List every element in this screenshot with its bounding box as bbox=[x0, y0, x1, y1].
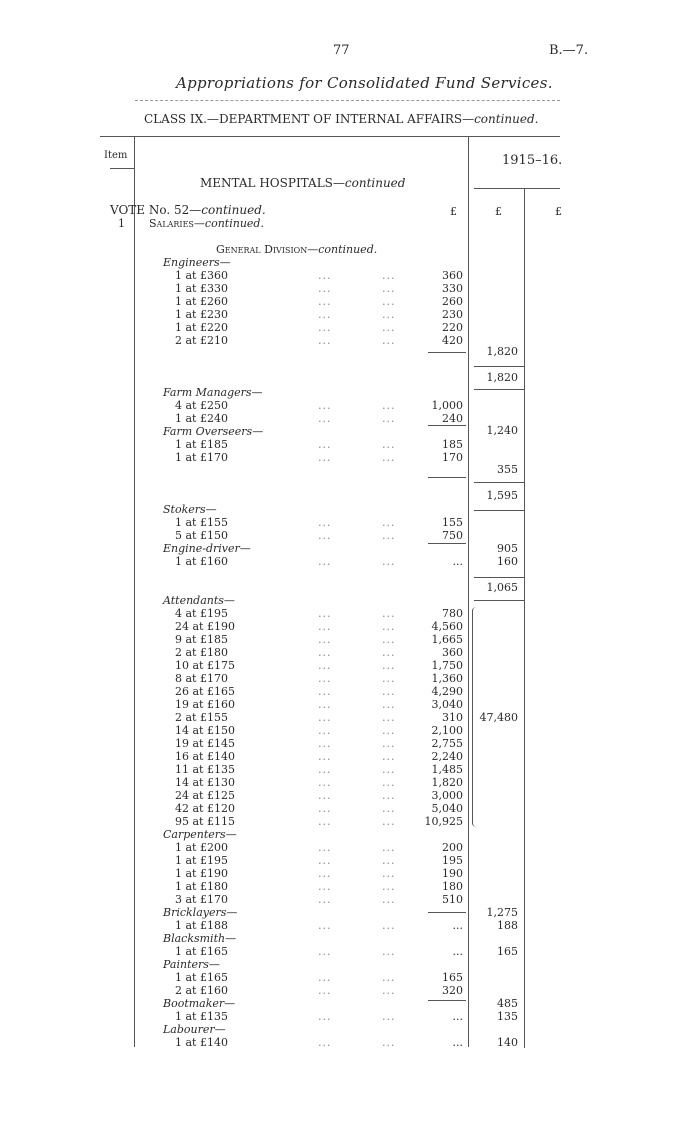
salary-grade: 1 at £180 bbox=[175, 880, 228, 893]
salary-grade: 1 at £185 bbox=[175, 438, 228, 451]
salaries-continued: continued. bbox=[204, 217, 264, 230]
leader-dots: ... bbox=[382, 880, 396, 893]
leader-dots: ... bbox=[382, 984, 396, 997]
salary-amount: 170 bbox=[442, 451, 463, 464]
engineers-total-rule bbox=[474, 366, 524, 367]
salary-grade: 16 at £140 bbox=[175, 750, 235, 763]
leader-dots: ... bbox=[382, 633, 396, 646]
salary-grade: 1 at £140 bbox=[175, 1036, 228, 1049]
salary-grade: 4 at £250 bbox=[175, 399, 228, 412]
salary-amount: 10,925 bbox=[424, 815, 463, 828]
engineers-sum-rule bbox=[428, 352, 466, 353]
salary-row bbox=[0, 399, 700, 412]
total-farm-overseers: 355 bbox=[497, 463, 518, 476]
leader-dots: ... bbox=[382, 659, 396, 672]
salary-amount: 780 bbox=[442, 607, 463, 620]
salary-amount: 155 bbox=[442, 516, 463, 529]
salary-amount: 5,040 bbox=[431, 802, 463, 815]
salary-row bbox=[0, 607, 700, 620]
header-rule bbox=[100, 136, 560, 137]
leader-dots: ... bbox=[382, 269, 396, 282]
salary-grade: 19 at £160 bbox=[175, 698, 235, 711]
salary-amount: 750 bbox=[442, 529, 463, 542]
salary-amount: 1,360 bbox=[431, 672, 463, 685]
division-heading bbox=[216, 243, 377, 256]
leader-dots: ... bbox=[382, 399, 396, 412]
salary-row bbox=[0, 698, 700, 711]
leader-dots: ... bbox=[382, 685, 396, 698]
salary-row bbox=[0, 308, 700, 321]
salary-amount: 360 bbox=[442, 269, 463, 282]
leader-dots: ... bbox=[382, 698, 396, 711]
salary-grade: 24 at £190 bbox=[175, 620, 235, 633]
leader-dots: ... bbox=[318, 633, 332, 646]
salaries-heading bbox=[149, 217, 264, 230]
salary-grade: 1 at £165 bbox=[175, 971, 228, 984]
salary-amount: 1,750 bbox=[431, 659, 463, 672]
salary-grade: 2 at £160 bbox=[175, 984, 228, 997]
salary-row bbox=[0, 815, 700, 828]
salary-row bbox=[0, 724, 700, 737]
leader-dots: ... bbox=[382, 607, 396, 620]
stokers-sum-rule bbox=[428, 543, 466, 544]
salary-amount: 4,560 bbox=[431, 620, 463, 633]
leader-dots: ... bbox=[382, 802, 396, 815]
salary-grade: 1 at £360 bbox=[175, 269, 228, 282]
leader-dots: ... bbox=[318, 451, 332, 464]
salary-grade: 1 at £200 bbox=[175, 841, 228, 854]
group-heading-farm-overseers: Farm Overseers— bbox=[163, 425, 264, 438]
leader-dots: ... bbox=[382, 724, 396, 737]
leader-dots: ... bbox=[318, 555, 332, 568]
leader-dots: ... bbox=[382, 451, 396, 464]
leader-dots: ... bbox=[318, 867, 332, 880]
total-engineers-carried: 1,820 bbox=[486, 371, 518, 384]
salary-row bbox=[0, 529, 700, 542]
painters-sum-rule bbox=[428, 1000, 466, 1001]
salary-amount: 310 bbox=[442, 711, 463, 724]
salary-amount: 1,665 bbox=[431, 633, 463, 646]
engine-carried-rule bbox=[474, 600, 524, 601]
leader-dots: ... bbox=[382, 516, 396, 529]
leader-dots: ... bbox=[318, 724, 332, 737]
page-number: 77 bbox=[333, 43, 350, 58]
salary-amount: ... bbox=[452, 555, 463, 568]
salary-grade: 2 at £210 bbox=[175, 334, 228, 347]
class-heading bbox=[144, 112, 538, 126]
total-after-engine: 1,065 bbox=[486, 581, 518, 594]
salary-grade: 1 at £135 bbox=[175, 1010, 228, 1023]
leader-dots: ... bbox=[318, 516, 332, 529]
salary-grade: 4 at £195 bbox=[175, 607, 228, 620]
leader-dots: ... bbox=[318, 685, 332, 698]
leader-dots: ... bbox=[382, 438, 396, 451]
salary-row bbox=[0, 919, 700, 932]
leader-dots: ... bbox=[318, 750, 332, 763]
salary-amount: 360 bbox=[442, 646, 463, 659]
pound-symbol-amount: £ bbox=[450, 205, 457, 218]
division-continued: continued. bbox=[318, 243, 378, 256]
leader-dots: ... bbox=[382, 1010, 396, 1023]
item-column-header: Item bbox=[104, 150, 128, 161]
farm-carried-rule bbox=[474, 510, 524, 511]
leader-dots: ... bbox=[382, 529, 396, 542]
salary-amount: 2,755 bbox=[431, 737, 463, 750]
salary-amount: 420 bbox=[442, 334, 463, 347]
pound-symbol-total: £ bbox=[495, 205, 502, 218]
section-title-continued: continued bbox=[344, 176, 406, 190]
class-label: CLASS IX.—DEPARTMENT OF INTERNAL AFFAIRS— bbox=[144, 112, 475, 126]
salary-amount: 510 bbox=[442, 893, 463, 906]
leader-dots: ... bbox=[318, 438, 332, 451]
salary-row bbox=[0, 984, 700, 997]
salary-amount: 220 bbox=[442, 321, 463, 334]
leader-dots: ... bbox=[382, 854, 396, 867]
salary-row bbox=[0, 295, 700, 308]
leader-dots: ... bbox=[318, 1010, 332, 1023]
document-reference: B.—7. bbox=[549, 43, 589, 58]
leader-dots: ... bbox=[318, 880, 332, 893]
document-title: Appropriations for Consolidated Fund Services. bbox=[176, 74, 553, 92]
salary-row bbox=[0, 880, 700, 893]
group-heading-bricklayers: Bricklayers— bbox=[163, 906, 238, 919]
year-column-header: 1915–16. bbox=[502, 153, 563, 168]
salary-grade: 1 at £170 bbox=[175, 451, 228, 464]
leader-dots: ... bbox=[382, 321, 396, 334]
salary-row bbox=[0, 269, 700, 282]
total-bricklayers: 188 bbox=[497, 919, 518, 932]
leader-dots: ... bbox=[318, 789, 332, 802]
leader-dots: ... bbox=[318, 412, 332, 425]
group-heading-engineers: Engineers— bbox=[163, 256, 231, 269]
salary-row bbox=[0, 620, 700, 633]
salary-amount: 2,240 bbox=[431, 750, 463, 763]
leader-dots: ... bbox=[318, 620, 332, 633]
leader-dots: ... bbox=[318, 698, 332, 711]
salary-row bbox=[0, 711, 700, 724]
section-title-text: MENTAL HOSPITALS— bbox=[200, 176, 345, 190]
group-heading-stokers: Stokers— bbox=[163, 503, 217, 516]
salary-grade: 3 at £170 bbox=[175, 893, 228, 906]
group-heading-bootmaker: Bootmaker— bbox=[163, 997, 236, 1010]
leader-dots: ... bbox=[382, 308, 396, 321]
salary-grade: 1 at £220 bbox=[175, 321, 228, 334]
salary-row bbox=[0, 321, 700, 334]
salary-grade: 1 at £155 bbox=[175, 516, 228, 529]
leader-dots: ... bbox=[382, 555, 396, 568]
total-blacksmith: 165 bbox=[497, 945, 518, 958]
leader-dots: ... bbox=[382, 1036, 396, 1049]
leader-dots: ... bbox=[382, 620, 396, 633]
leader-dots: ... bbox=[382, 789, 396, 802]
salary-grade: 10 at £175 bbox=[175, 659, 235, 672]
salary-amount: ... bbox=[452, 945, 463, 958]
leader-dots: ... bbox=[318, 646, 332, 659]
salary-grade: 24 at £125 bbox=[175, 789, 235, 802]
salary-row bbox=[0, 854, 700, 867]
leader-dots: ... bbox=[318, 269, 332, 282]
salary-amount: 165 bbox=[442, 971, 463, 984]
leader-dots: ... bbox=[382, 893, 396, 906]
engineers-carried-rule bbox=[474, 389, 524, 390]
leader-dots: ... bbox=[318, 308, 332, 321]
salary-row bbox=[0, 282, 700, 295]
salary-grade: 1 at £240 bbox=[175, 412, 228, 425]
group-heading-painters: Painters— bbox=[163, 958, 220, 971]
salary-amount: 4,290 bbox=[431, 685, 463, 698]
salary-row bbox=[0, 971, 700, 984]
leader-dots: ... bbox=[318, 607, 332, 620]
total-stokers: 905 bbox=[497, 542, 518, 555]
salary-amount: 200 bbox=[442, 841, 463, 854]
leader-dots: ... bbox=[318, 711, 332, 724]
salary-amount: ... bbox=[452, 1036, 463, 1049]
leader-dots: ... bbox=[382, 672, 396, 685]
salary-row bbox=[0, 633, 700, 646]
salary-row bbox=[0, 737, 700, 750]
leader-dots: ... bbox=[318, 841, 332, 854]
leader-dots: ... bbox=[318, 919, 332, 932]
salary-grade: 2 at £180 bbox=[175, 646, 228, 659]
salary-row bbox=[0, 555, 700, 568]
leader-dots: ... bbox=[318, 321, 332, 334]
leader-dots: ... bbox=[382, 334, 396, 347]
total-farm-managers: 1,240 bbox=[486, 424, 518, 437]
leader-dots: ... bbox=[318, 659, 332, 672]
salary-grade: 1 at £188 bbox=[175, 919, 228, 932]
section-title bbox=[200, 176, 405, 190]
year-header-rule bbox=[474, 188, 560, 189]
class-continued: continued. bbox=[474, 112, 539, 126]
leader-dots: ... bbox=[318, 776, 332, 789]
salary-grade: 26 at £165 bbox=[175, 685, 235, 698]
salary-row bbox=[0, 776, 700, 789]
leader-dots: ... bbox=[318, 334, 332, 347]
vote-label-continued: continued. bbox=[201, 203, 266, 217]
salary-row bbox=[0, 945, 700, 958]
salary-grade: 1 at £230 bbox=[175, 308, 228, 321]
vote-label bbox=[110, 203, 266, 217]
item-header-rule bbox=[110, 168, 134, 169]
salary-grade: 11 at £135 bbox=[175, 763, 235, 776]
salary-grade: 95 at £115 bbox=[175, 815, 235, 828]
leader-dots: ... bbox=[382, 867, 396, 880]
leader-dots: ... bbox=[382, 971, 396, 984]
salaries-text: Salaries— bbox=[149, 217, 205, 230]
salary-row bbox=[0, 867, 700, 880]
salary-row bbox=[0, 789, 700, 802]
salary-row bbox=[0, 412, 700, 425]
farm-overseers-sum-rule bbox=[428, 477, 466, 478]
salary-amount: 1,485 bbox=[431, 763, 463, 776]
salary-grade: 5 at £150 bbox=[175, 529, 228, 542]
total-engineers: 1,820 bbox=[486, 345, 518, 358]
salary-grade: 1 at £260 bbox=[175, 295, 228, 308]
leader-dots: ... bbox=[382, 737, 396, 750]
leader-dots: ... bbox=[382, 750, 396, 763]
leader-dots: ... bbox=[382, 841, 396, 854]
salary-row bbox=[0, 1010, 700, 1023]
engine-total-rule bbox=[474, 577, 524, 578]
farm-total-rule bbox=[474, 482, 524, 483]
salary-grade: 8 at £170 bbox=[175, 672, 228, 685]
total-labourer: 140 bbox=[497, 1036, 518, 1049]
leader-dots: ... bbox=[382, 763, 396, 776]
salary-row bbox=[0, 1036, 700, 1049]
salary-amount: 185 bbox=[442, 438, 463, 451]
leader-dots: ... bbox=[382, 776, 396, 789]
leader-dots: ... bbox=[318, 399, 332, 412]
leader-dots: ... bbox=[382, 412, 396, 425]
salary-amount: 3,040 bbox=[431, 698, 463, 711]
title-rule bbox=[135, 100, 560, 101]
leader-dots: ... bbox=[318, 984, 332, 997]
leader-dots: ... bbox=[318, 945, 332, 958]
leader-dots: ... bbox=[382, 919, 396, 932]
group-heading-carpenters: Carpenters— bbox=[163, 828, 237, 841]
salary-amount: 260 bbox=[442, 295, 463, 308]
salary-grade: 19 at £145 bbox=[175, 737, 235, 750]
salary-grade: 1 at £160 bbox=[175, 555, 228, 568]
salary-amount: 230 bbox=[442, 308, 463, 321]
leader-dots: ... bbox=[318, 737, 332, 750]
total-engine-driver: 160 bbox=[497, 555, 518, 568]
total-painters: 485 bbox=[497, 997, 518, 1010]
salary-row bbox=[0, 659, 700, 672]
salary-amount: 1,000 bbox=[431, 399, 463, 412]
salary-row bbox=[0, 334, 700, 347]
leader-dots: ... bbox=[382, 282, 396, 295]
division-text: General Division— bbox=[216, 243, 319, 256]
group-heading-labourer: Labourer— bbox=[163, 1023, 226, 1036]
salary-amount: ... bbox=[452, 1010, 463, 1023]
total-bootmaker: 135 bbox=[497, 1010, 518, 1023]
leader-dots: ... bbox=[382, 295, 396, 308]
carpenters-sum-rule bbox=[428, 912, 466, 913]
total-attendants: 47,480 bbox=[479, 711, 518, 724]
salary-amount: 195 bbox=[442, 854, 463, 867]
group-heading-farm-managers: Farm Managers— bbox=[163, 386, 263, 399]
salary-row bbox=[0, 802, 700, 815]
salary-amount: 2,100 bbox=[431, 724, 463, 737]
salary-amount: 240 bbox=[442, 412, 463, 425]
salary-amount: 190 bbox=[442, 867, 463, 880]
salary-grade: 1 at £195 bbox=[175, 854, 228, 867]
leader-dots: ... bbox=[382, 711, 396, 724]
salary-amount: 330 bbox=[442, 282, 463, 295]
vote-label-text: VOTE No. 52— bbox=[110, 203, 202, 217]
group-heading-engine-driver: Engine-driver— bbox=[163, 542, 251, 555]
salary-amount: 320 bbox=[442, 984, 463, 997]
salary-row bbox=[0, 438, 700, 451]
group-heading-attendants: Attendants— bbox=[163, 594, 235, 607]
salary-amount: 1,820 bbox=[431, 776, 463, 789]
salary-grade: 9 at £185 bbox=[175, 633, 228, 646]
salary-grade: 2 at £155 bbox=[175, 711, 228, 724]
salary-grade: 42 at £120 bbox=[175, 802, 235, 815]
salary-row bbox=[0, 451, 700, 464]
salary-amount: 180 bbox=[442, 880, 463, 893]
farm-managers-sum-rule bbox=[428, 425, 466, 426]
leader-dots: ... bbox=[318, 763, 332, 776]
leader-dots: ... bbox=[318, 295, 332, 308]
salary-grade: 14 at £130 bbox=[175, 776, 235, 789]
leader-dots: ... bbox=[318, 854, 332, 867]
salary-amount: 3,000 bbox=[431, 789, 463, 802]
salary-row bbox=[0, 685, 700, 698]
salary-row bbox=[0, 672, 700, 685]
leader-dots: ... bbox=[318, 893, 332, 906]
salary-row bbox=[0, 646, 700, 659]
total-carpenters: 1,275 bbox=[486, 906, 518, 919]
leader-dots: ... bbox=[318, 802, 332, 815]
leader-dots: ... bbox=[382, 646, 396, 659]
total-after-farm: 1,595 bbox=[486, 489, 518, 502]
salary-row bbox=[0, 750, 700, 763]
salary-grade: 1 at £165 bbox=[175, 945, 228, 958]
salary-row bbox=[0, 841, 700, 854]
leader-dots: ... bbox=[318, 1036, 332, 1049]
leader-dots: ... bbox=[382, 815, 396, 828]
leader-dots: ... bbox=[318, 282, 332, 295]
leader-dots: ... bbox=[382, 945, 396, 958]
salary-grade: 1 at £330 bbox=[175, 282, 228, 295]
leader-dots: ... bbox=[318, 815, 332, 828]
salary-row bbox=[0, 763, 700, 776]
leader-dots: ... bbox=[318, 971, 332, 984]
leader-dots: ... bbox=[318, 672, 332, 685]
salary-grade: 1 at £190 bbox=[175, 867, 228, 880]
salary-row bbox=[0, 893, 700, 906]
pound-symbol-grand: £ bbox=[555, 205, 562, 218]
salary-row bbox=[0, 516, 700, 529]
salary-grade: 14 at £150 bbox=[175, 724, 235, 737]
salary-amount: ... bbox=[452, 919, 463, 932]
leader-dots: ... bbox=[318, 529, 332, 542]
group-heading-blacksmith: Blacksmith— bbox=[163, 932, 237, 945]
item-number: 1 bbox=[118, 217, 125, 230]
